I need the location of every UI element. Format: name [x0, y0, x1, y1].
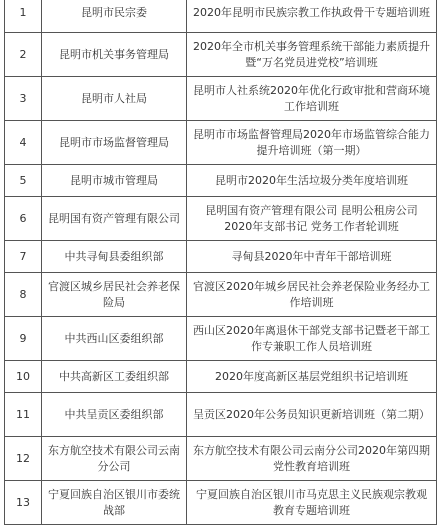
row-number-cell: 8	[5, 273, 42, 317]
training-course-cell: 昆明市2020年生活垃圾分类年度培训班	[187, 165, 437, 197]
training-course-cell: 2020年昆明市民族宗教工作执政骨干专题培训班	[187, 0, 437, 33]
organizer-unit-cell: 昆明市民宗委	[42, 0, 187, 33]
table-row	[5, 273, 437, 317]
table-row	[5, 0, 437, 33]
row-number-cell: 9	[5, 317, 42, 361]
table-row	[5, 165, 437, 197]
training-course-cell: 寻甸县2020年中青年干部培训班	[187, 241, 437, 273]
row-number-cell: 1	[5, 0, 42, 33]
row-number-cell: 7	[5, 241, 42, 273]
row-number-cell: 3	[5, 77, 42, 121]
training-class-table	[4, 0, 437, 525]
organizer-unit-cell: 中共寻甸县委组织部	[42, 241, 187, 273]
training-course-cell: 2020年全市机关事务管理系统干部能力素质提升暨“万名党员进党校”培训班	[187, 33, 437, 77]
organizer-unit-cell: 昆明市城市管理局	[42, 165, 187, 197]
training-course-cell: 西山区2020年离退休干部党支部书记暨老干部工作专兼职工作人员培训班	[187, 317, 437, 361]
training-course-cell: 昆明市人社系统2020年优化行政审批和营商环境工作培训班	[187, 77, 437, 121]
row-number-cell: 2	[5, 33, 42, 77]
row-number-cell: 11	[5, 393, 42, 437]
organizer-unit-cell: 东方航空技术有限公司云南分公司	[42, 437, 187, 481]
table-row	[5, 437, 437, 481]
row-number-cell: 6	[5, 197, 42, 241]
organizer-unit-cell: 中共呈贡区委组织部	[42, 393, 187, 437]
organizer-unit-cell: 昆明市市场监督管理局	[42, 121, 187, 165]
row-number-cell: 13	[5, 481, 42, 525]
table-row	[5, 317, 437, 361]
table-row	[5, 393, 437, 437]
training-course-cell: 2020年度高新区基层党组织书记培训班	[187, 361, 437, 393]
organizer-unit-cell: 昆明市人社局	[42, 77, 187, 121]
organizer-unit-cell: 宁夏回族自治区银川市委统战部	[42, 481, 187, 525]
row-number-cell: 12	[5, 437, 42, 481]
table-row	[5, 361, 437, 393]
organizer-unit-cell: 中共高新区工委组织部	[42, 361, 187, 393]
row-number-cell: 4	[5, 121, 42, 165]
training-course-cell: 宁夏回族自治区银川市马克思主义民族观宗教观教育专题培训班	[187, 481, 437, 525]
training-course-cell: 昆明国有资产管理有限公司 昆明公租房公司2020年支部书记 党务工作者轮训班	[187, 197, 437, 241]
table-row	[5, 33, 437, 77]
training-course-cell: 昆明市市场监督管理局2020年市场监管综合能力提升培训班（第一期）	[187, 121, 437, 165]
training-course-cell: 官渡区2020年城乡居民社会养老保险业务经办工作培训班	[187, 273, 437, 317]
training-course-cell: 东方航空技术有限公司云南分公司2020年第四期党性教育培训班	[187, 437, 437, 481]
table-row	[5, 197, 437, 241]
table-row	[5, 121, 437, 165]
table-body	[5, 0, 437, 525]
organizer-unit-cell: 昆明市机关事务管理局	[42, 33, 187, 77]
table-row	[5, 241, 437, 273]
table-row	[5, 77, 437, 121]
row-number-cell: 5	[5, 165, 42, 197]
table-row	[5, 481, 437, 525]
organizer-unit-cell: 中共西山区委组织部	[42, 317, 187, 361]
training-course-cell: 呈贡区2020年公务员知识更新培训班（第二期）	[187, 393, 437, 437]
organizer-unit-cell: 昆明国有资产管理有限公司	[42, 197, 187, 241]
row-number-cell: 10	[5, 361, 42, 393]
organizer-unit-cell: 官渡区城乡居民社会养老保险局	[42, 273, 187, 317]
